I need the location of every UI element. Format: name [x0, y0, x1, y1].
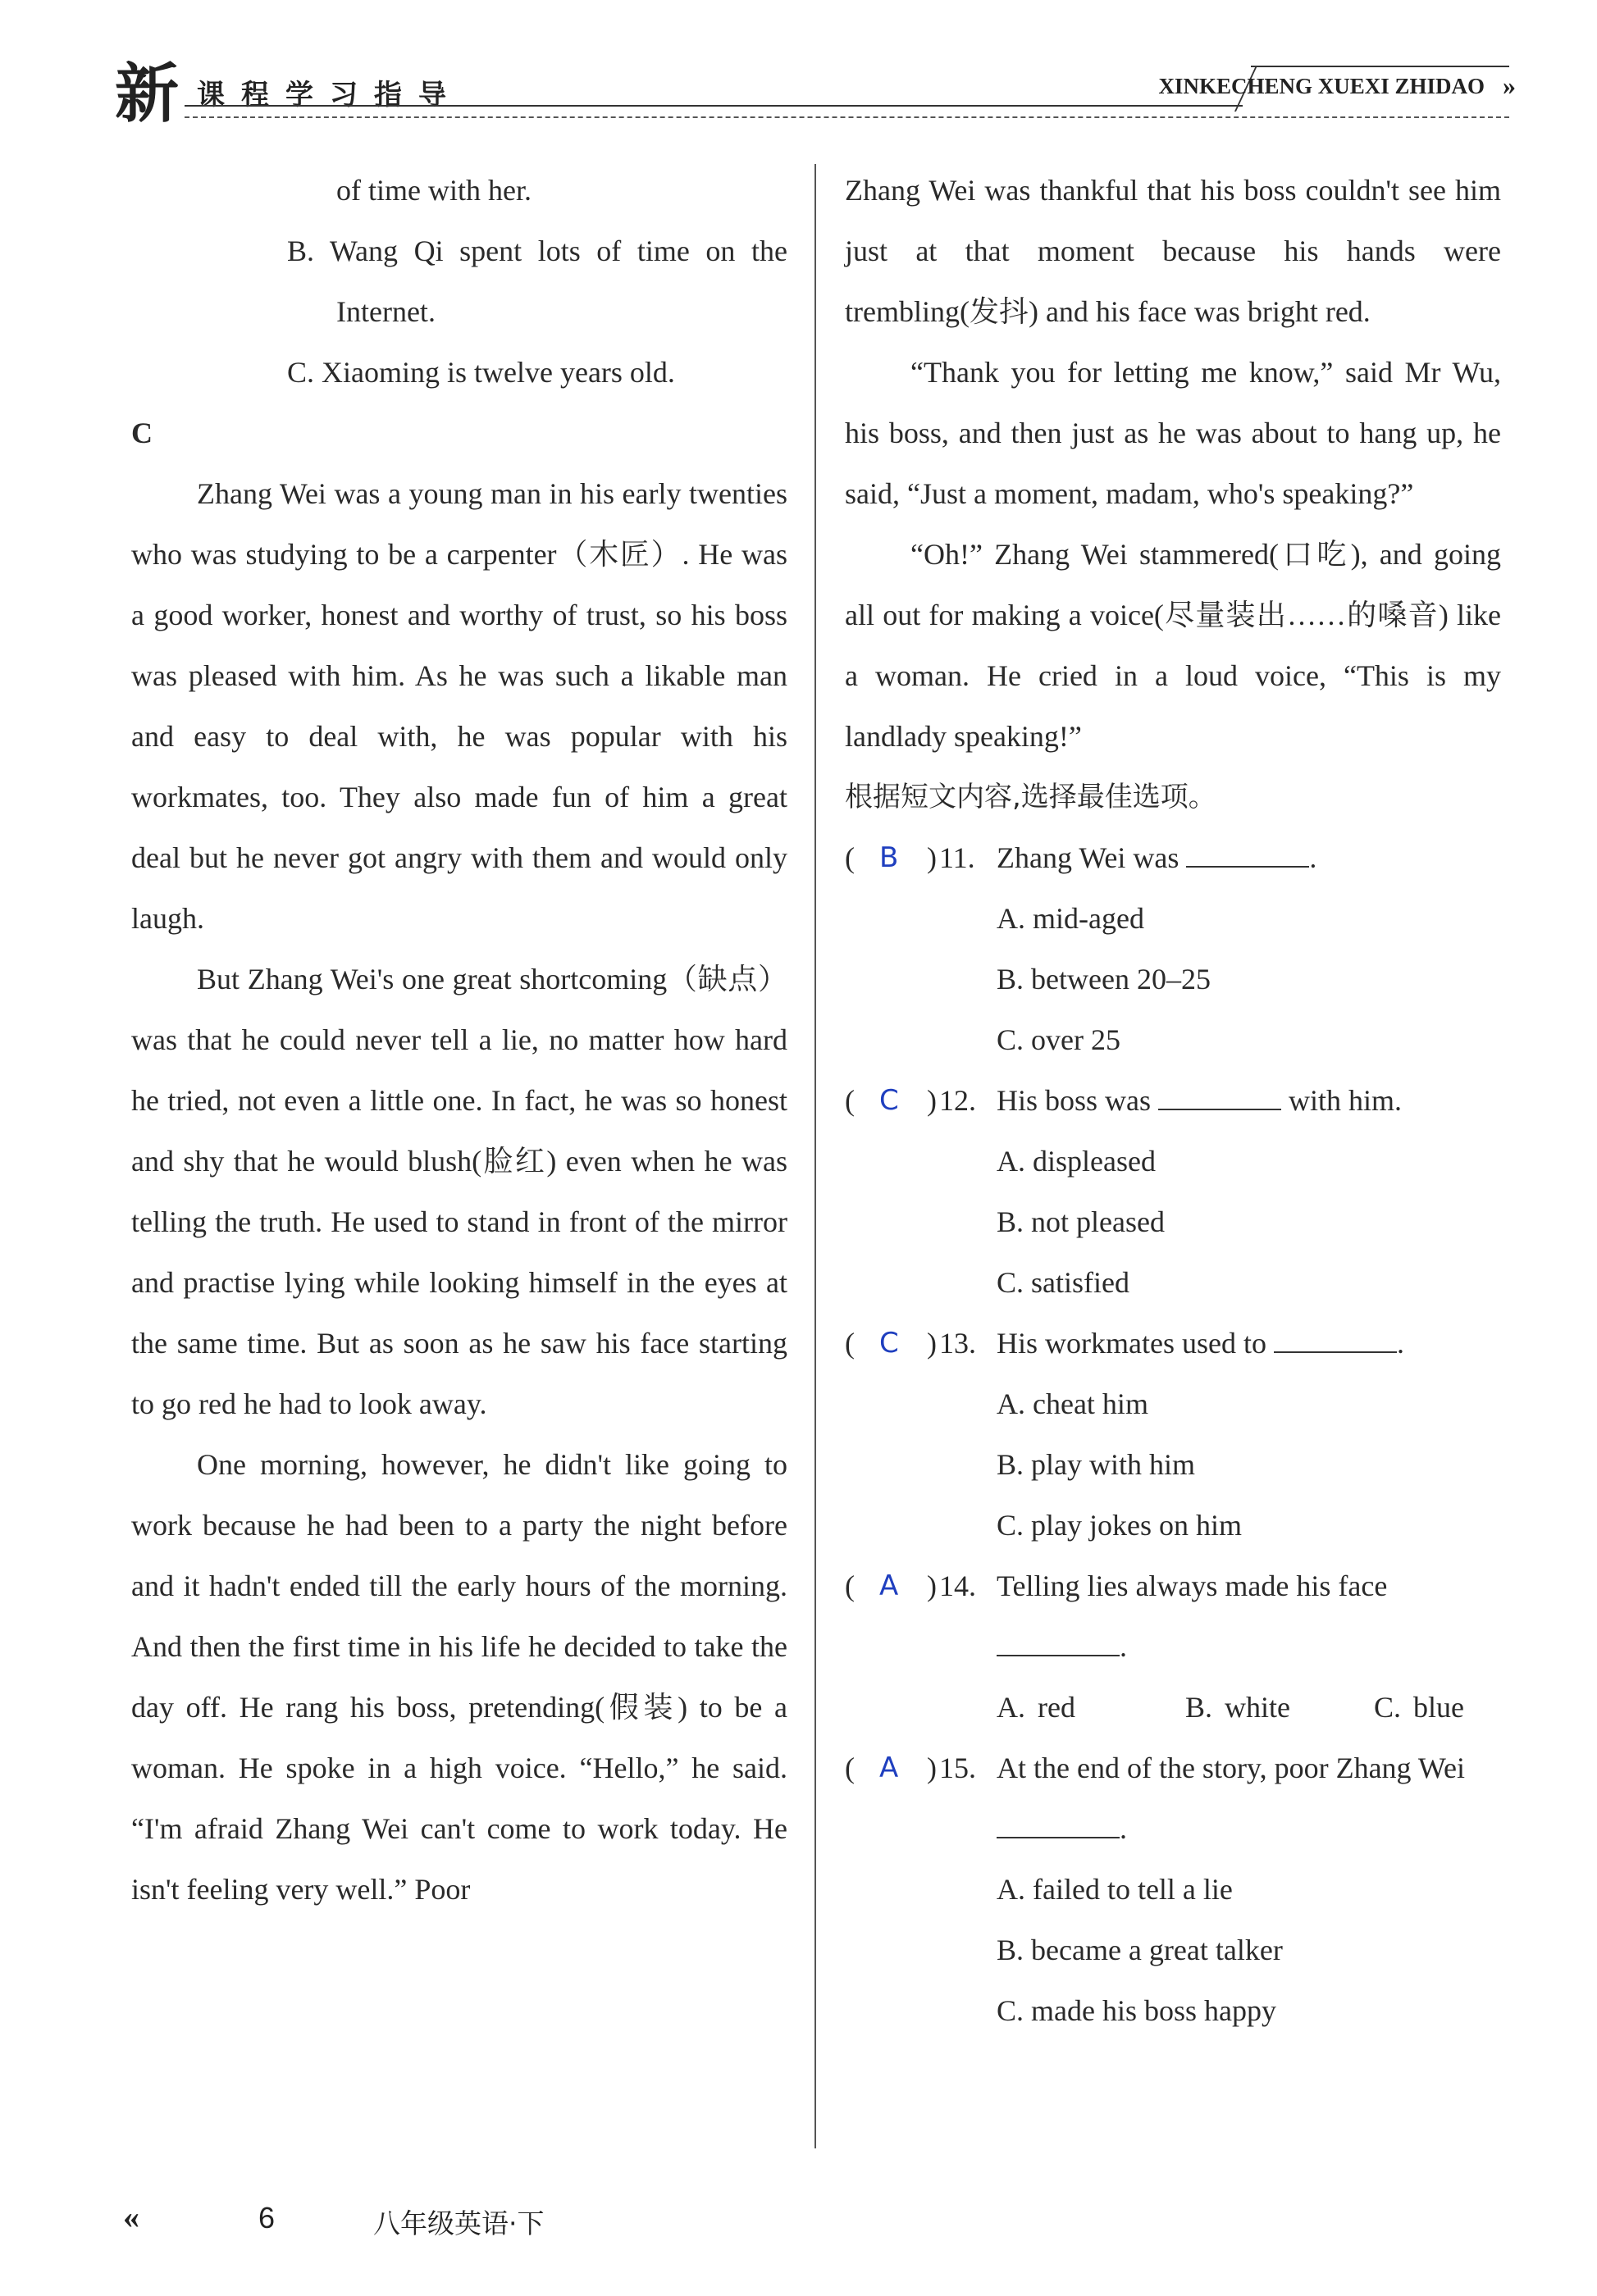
question-number: 15. — [939, 1752, 976, 1784]
question-14: ( A ) 14. Telling lies always made his face . A. red B. white C. blue — [845, 1556, 1501, 1738]
passage-paragraph: But Zhang Wei's one great shortcoming（缺点）was that he could never tell a lie, no matter how hard he tried, not even a little one. In fact, he was so honest and shy that he would blush(脸红) even when he was telling the truth. He used to stand in front of the mirror and practise lying while looking himself in the eyes at the same time. But as soon as he saw his face starting to go red he had to look away. — [131, 963, 787, 1420]
section-heading: C — [131, 417, 153, 449]
passage-paragraph: “Oh!” Zhang Wei stammered(口吃), and going all out for making a voice(尽量装出……的嗓音) like a woman. He cried in a loud voice, “This is my landlady speaking!” — [845, 538, 1501, 753]
option: A. displeased — [997, 1145, 1156, 1178]
instruction: 根据短文内容,选择最佳选项。 — [845, 781, 1216, 813]
option: B. became a great talker — [997, 1934, 1283, 1966]
question-stem: His workmates used to — [997, 1327, 1266, 1360]
option: A. mid-aged — [997, 902, 1144, 935]
header-top-rule — [1251, 66, 1509, 67]
previous-option-c: C. Xiaoming is twelve years old. — [287, 356, 675, 389]
right-column — [845, 160, 1501, 2041]
question-13: ( C ) 13. His workmates used to . A. cheat him B. play with him C. play jokes on him — [845, 1313, 1501, 1556]
chevron-left-icon: « — [123, 2198, 139, 2235]
question-stem: Zhang Wei was — [997, 841, 1179, 874]
option: B. not pleased — [997, 1205, 1165, 1238]
option: C. satisfied — [997, 1266, 1129, 1299]
option: B. between 20–25 — [997, 963, 1211, 995]
option: B. play with him — [997, 1448, 1195, 1481]
answer-blank — [997, 1812, 1120, 1838]
passage-paragraph: One morning, however, he didn't like going to work because he had been to a party the night before and it hadn't ended till the early hours of the morning. And then the first time in his life he decided to take the day off. He rang his boss, pretending(假装) to be a woman. He spoke in a high voice. “Hello,” he said. “I'm afraid Zhang Wei can't come to work today. He isn't feeling very well.” Poor — [131, 1448, 787, 1906]
question-stem: His boss was — [997, 1084, 1152, 1117]
question-12: ( C ) 12. His boss was with him. A. displeased B. not pleased C. satisfied — [845, 1070, 1501, 1313]
header-cn-title: 课程学习指导 — [197, 79, 463, 112]
passage-paragraph: Zhang Wei was thankful that his boss couldn't see him just at that moment because his hands were trembling(发抖) and his face was bright red. — [845, 174, 1501, 328]
page-footer — [123, 2198, 779, 2247]
header-en-title: XINKECHENG XUEXI ZHIDAO — [1158, 74, 1485, 98]
answer-blank — [997, 1630, 1120, 1656]
answer-blank — [1274, 1327, 1397, 1353]
option: A. failed to tell a lie — [997, 1873, 1233, 1906]
question-stem: Telling lies always made his face — [997, 1569, 1388, 1602]
answer-mark: A — [879, 1752, 899, 1784]
book-title: 八年级英语·下 — [373, 2207, 545, 2239]
option: A. red — [997, 1691, 1075, 1724]
page-header — [115, 57, 1516, 131]
option: C. play jokes on him — [997, 1509, 1242, 1542]
option: C. blue — [1374, 1691, 1464, 1724]
chevron-right-icon: » — [1503, 71, 1516, 100]
answer-mark: C — [879, 1327, 899, 1360]
question-15: ( A ) 15. At the end of the story, poor Zhang Wei . A. failed to tell a lie B. became a great talker C. made his boss happy — [845, 1738, 1501, 2041]
page-number: 6 — [258, 2201, 276, 2234]
question-stem: At the end of the story, poor Zhang Wei — [997, 1752, 1465, 1784]
option: A. cheat him — [997, 1387, 1148, 1420]
answer-blank — [1186, 841, 1309, 868]
answer-mark: A — [879, 1569, 899, 1602]
option: C. over 25 — [997, 1023, 1120, 1056]
question-number: 14. — [939, 1569, 976, 1602]
header-rule — [185, 105, 1243, 107]
left-column — [131, 160, 787, 1920]
option: C. made his boss happy — [997, 1994, 1276, 2027]
question-number: 12. — [939, 1084, 976, 1117]
option: B. white — [1185, 1691, 1290, 1724]
question-number: 13. — [939, 1327, 976, 1360]
column-divider — [814, 164, 816, 2148]
previous-option-b: B. Wang Qi spent lots of time on the Internet. — [287, 235, 787, 328]
options-row — [845, 1677, 1501, 1738]
question-11: ( B ) 11. Zhang Wei was . A. mid-aged B. between 20–25 C. over 25 — [845, 827, 1501, 1070]
passage-paragraph: “Thank you for letting me know,” said Mr Wu, his boss, and then just as he was about to hang up, he said, “Just a moment, madam, who's speaking?” — [845, 356, 1501, 510]
passage-paragraph: Zhang Wei was a young man in his early twenties who was studying to be a carpenter（木匠）. He was a good worker, honest and worthy of trust, so his boss was pleased with him. As he was such a likable man and easy to deal with, he was popular with his workmates, too. They also made fun of him a great deal but he never got angry with them and would only laugh. — [131, 477, 787, 935]
answer-blank — [1158, 1084, 1281, 1110]
header-dashed-rule — [185, 116, 1509, 118]
previous-option-a-tail: of time with her. — [336, 174, 532, 207]
answer-mark: C — [879, 1084, 899, 1117]
answer-mark: B — [879, 841, 899, 874]
header-logo: 新 — [115, 57, 180, 131]
question-number: 11. — [939, 841, 975, 874]
